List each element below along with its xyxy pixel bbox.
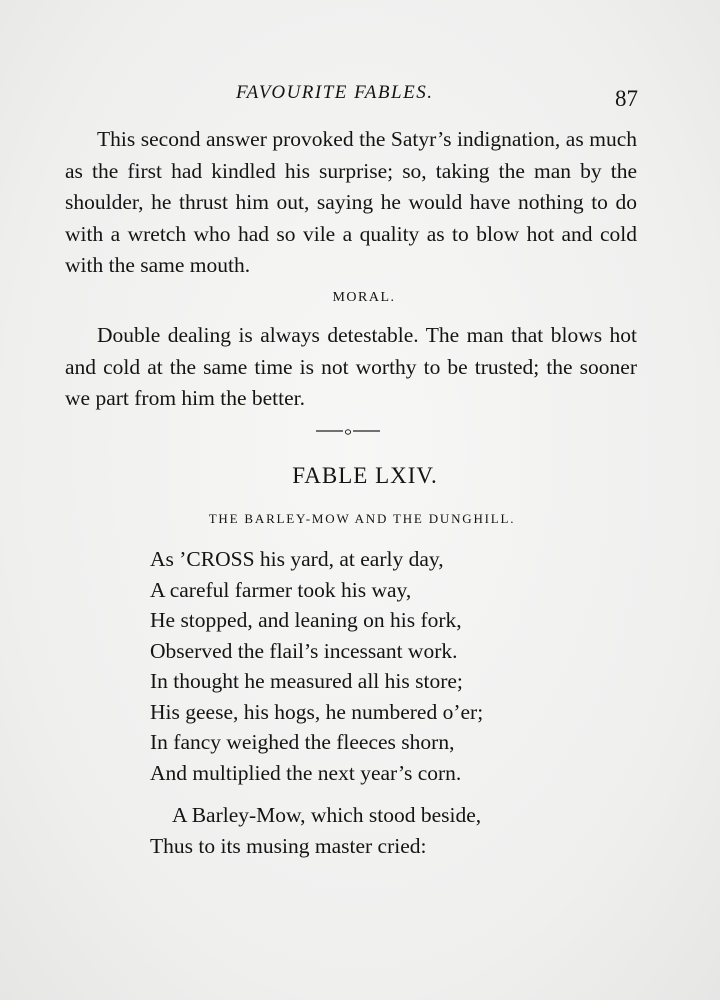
section-divider xyxy=(316,424,380,438)
page-number: 87 xyxy=(615,86,638,111)
verse-line: Observed the flail’s incessant work. xyxy=(150,638,458,663)
verse-line: A careful farmer took his way, xyxy=(150,577,412,602)
fable-title: FABLE LXIV. xyxy=(292,463,438,488)
verse-line: He stopped, and leaning on his fork, xyxy=(150,608,462,632)
verse-line: His geese, his hogs, he numbered o’er; xyxy=(150,699,484,724)
fable-subtitle: THE BARLEY-MOW AND THE DUNGHILL. xyxy=(208,511,516,526)
verse-line: In thought he measured all his store; xyxy=(150,669,463,693)
verse-line: Thus to its musing master cried: xyxy=(150,833,427,858)
poem-stanza-1 xyxy=(150,544,570,788)
moral-heading: MORAL. xyxy=(332,290,396,305)
poem-stanza-2 xyxy=(150,800,570,861)
verse-line: A Barley-Mow, which stood beside, xyxy=(172,803,482,827)
paragraph-satyr: This second answer provoked the Satyr’s indignation, as much as the first had kindled his surprise; so, taking the man by the shoulder, he thrust him out, saying he would have nothing to do with a wretch who had so vile a quality as to blow hot and cold with the same mouth. xyxy=(65,127,637,277)
verse-line: And multiplied the next year’s corn. xyxy=(150,760,462,785)
running-head xyxy=(0,82,720,112)
moral-text: Double dealing is always detestable. The man that blows hot and cold at the same time is not worthy to be trusted; the sooner we part from him the better. xyxy=(65,323,637,410)
verse-line: In fancy weighed the fleeces shorn, xyxy=(150,730,455,754)
verse-line: As ’CROSS his yard, at early day, xyxy=(150,547,444,571)
running-title: FAVOURITE FABLES. xyxy=(236,82,434,103)
